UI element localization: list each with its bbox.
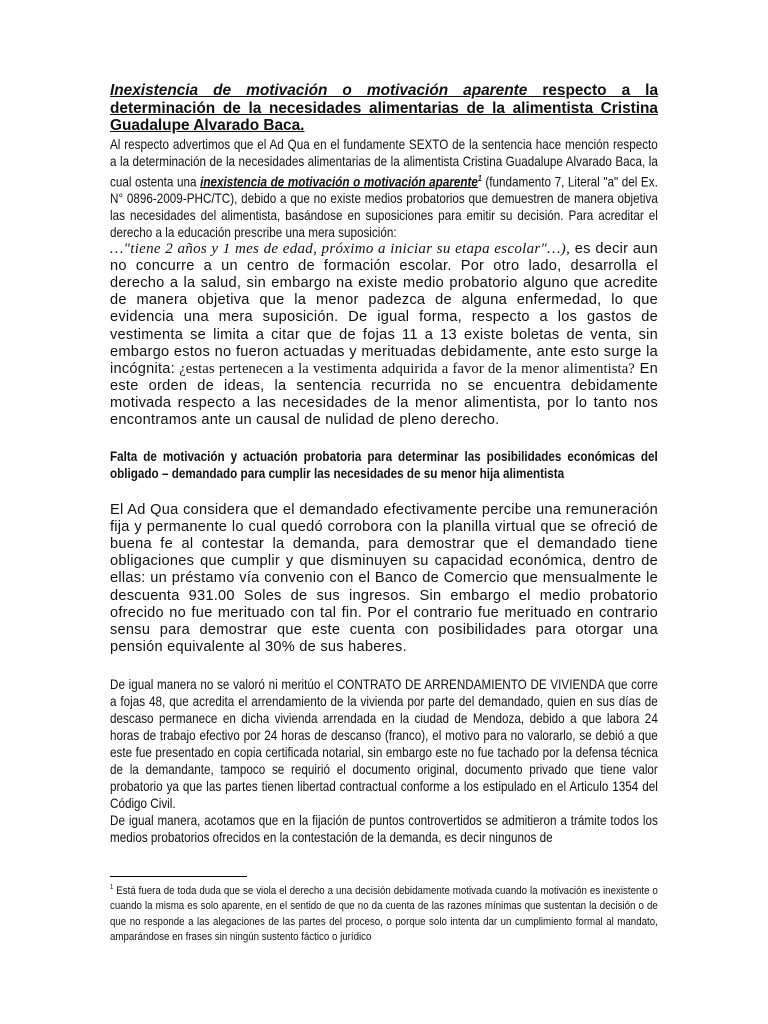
section3-paragraph-2: De igual manera, acotamos que en la fijación de puntos controvertidos se admitieron a trámite todos los medios probatorios ofrecidos en la contestación de la demanda, es decir ningunos de — [110, 812, 658, 845]
footnote-text: Está fuera de toda duda que se viola el derecho a una decisión debidamente motivada cuando la motivación es inexistente o cuando la misma es solo aparente, en el sentido de que no da cuenta de las razones mínimas que sustentan la decisión o de que no responde a las alegaciones de las partes del proceso, o porque solo intenta dar un cumplimiento formal al mandato, amparándose en frases sin ningún sustento fáctico o jurídico — [110, 884, 658, 943]
section1-para-emphasis: inexistencia de motivación o motivación aparente — [200, 174, 478, 190]
section1-para-part3: es decir aun no concurre a un centro de formación escolar. Por otro lado, desarrolla el derecho a la salud, sin embargo na existe medio probatorio alguno que acredite de manera objetiva que la menor padezca de alguna enfermedad, lo que evidencia una mera suposición. De igual forma, respecto a los gastos de vestimenta se limita a citar que de fojas 11 a 13 existe boletas de venta, sin embargo estos no fueron actuadas y merituadas debidamente, ante esto surge la incógnita: — [110, 241, 658, 377]
footnote-number: 1 — [110, 884, 114, 891]
section1-para-narrow — [110, 136, 658, 242]
section1-para-part4: En este orden de ideas, la sentencia recurrida no se encuentra debidamente motivada respecto a las necesidades de la menor alimentista, por lo tanto nos encontramos ante un causal de nulidad de pleno derecho. — [110, 360, 659, 428]
section1-para-part2: (fundamento 7, Literal "a" del Ex. N° 0896-2009-PHC/TC), debido a que no existe medios probatorios que demuestren de manera objetiva las necesidades del alimentista, basándose en suposiciones para emitir su decisión. Para acreditar el derecho a la educación prescribe una mera suposición: — [110, 174, 658, 241]
footnote-ref-1: 1 — [477, 173, 482, 183]
section1-quote-2: ¿estas pertenecen a la vestimenta adquirida a favor de la menor alimentista? — [174, 360, 635, 377]
section1-heading-italic: Inexistencia de motivación o motivación aparente — [110, 82, 528, 99]
section1-quote-1: …"tiene 2 años y 1 mes de edad, próximo a iniciar su etapa escolar"…), — [110, 241, 571, 258]
section1-heading-rest: respecto a la determinación de la necesidades alimentarias de la alimentista Cristina Guadalupe Alvarado Baca. — [110, 82, 658, 134]
section2-paragraph: El Ad Qua considera que el demandado efectivamente percibe una remuneración fija y permanente lo cual quedó corrobora con la planilla virtual que se ofreció de buena fe al contestar la demanda, para demostrar que el demandado tiene obligaciones que cumplir y que disminuyen su capacidad económica, dentro de ellas: un préstamo vía convenio con el Banco de Comercio que mensualmente le descuenta 931.00 Soles de sus ingresos. Sin embargo el medio probatorio ofrecido no fue merituado con tal fin. Por el contrario fue merituado en contrario sensu para demostrar que este cuenta con posibilidades para otorgar una pensión equivalente al 30% de sus haberes. — [110, 502, 658, 655]
document-page — [110, 82, 658, 846]
section1-paragraph — [110, 136, 658, 430]
section2-heading: Falta de motivación y actuación probatoria para determinar las posibilidades económicas del obligado – demandado para cumplir las necesidades de su menor hija alimentista — [110, 449, 658, 482]
section1-para-wide — [110, 241, 658, 429]
section3-paragraph-1: De igual manera no se valoró ni meritúo el CONTRATO DE ARRENDAMIENTO DE VIVIENDA que corre a fojas 48, que acredita el arrendamiento de la vivienda por parte del demandado, quien en sus días de descaso permanece en dicha vivienda arrendada en la ciudad de Mendoza, debido a que labora 24 horas de trabajo efectivo por 24 horas de descanso (franco), el motivo para no valorarlo, se debió a que este fue presentado en copia certificada notarial, sin embargo este no fue tachado por la defensa técnica de la demandante, tampoco se requirió el documento original, documento privado que tiene valor probatorio ya que las partes tienen libertad contractual conforme a los estipulado en el Articulo 1354 del Código Civil. — [110, 676, 658, 811]
footnote-divider — [110, 876, 247, 877]
section1-heading — [110, 82, 658, 135]
footnote — [110, 880, 658, 945]
section1-para-part1: Al respecto advertimos que el Ad Qua en el fundamente SEXTO de la sentencia hace mención respecto a la determinación de la necesidades alimentarias de la alimentista Cristina Guadalupe Alvarado Baca, la cual ostenta una — [110, 136, 658, 190]
